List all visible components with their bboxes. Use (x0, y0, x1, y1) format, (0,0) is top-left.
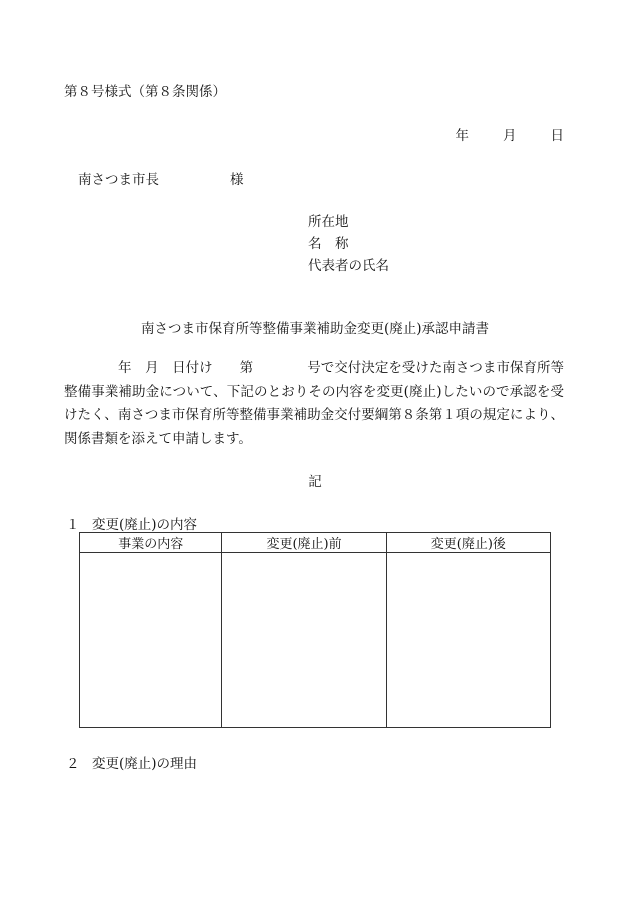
section-2-label: 変更(廃止)の理由 (92, 756, 198, 772)
section-2-number: ２ (66, 756, 80, 772)
document-title: 南さつま市保育所等整備事業補助金変更(廃止)承認申請書 (140, 321, 490, 337)
section-1-number: １ (66, 517, 80, 533)
table-cell-content[interactable] (80, 553, 222, 728)
date-day-label: 日 (550, 128, 564, 144)
change-table (79, 532, 551, 728)
applicant-address-label: 所在地 (308, 214, 349, 230)
addressee-honorific: 様 (230, 172, 244, 188)
table-row (80, 553, 551, 728)
table-cell-before[interactable] (222, 553, 386, 728)
date-year-label: 年 (455, 128, 469, 144)
table-header-content: 事業の内容 (80, 533, 222, 553)
table-header-row (80, 533, 551, 553)
table-header-after: 変更(廃止)後 (386, 533, 550, 553)
applicant-representative-label: 代表者の氏名 (308, 258, 389, 274)
body-paragraph: 年 月 日付け 第 号で交付決定を受けた南さつま市保育所等整備事業補助金について、下記のとおりその内容を変更(廃止)したいので承認を受けたく、南さつま市保育所等整備事業補助金交付要綱第８条第１項の規定により、関係書類を添えて申請します。 (64, 360, 564, 447)
date-line (456, 124, 565, 144)
section-1-heading (66, 513, 197, 533)
addressee-name: 南さつま市長 (78, 172, 159, 188)
section-1-label: 変更(廃止)の内容 (92, 517, 198, 533)
ki-marker: 記 (308, 474, 322, 490)
table-header-before: 変更(廃止)前 (222, 533, 386, 553)
form-number: 第８号様式（第８条関係） (64, 84, 226, 100)
table-cell-after[interactable] (386, 553, 550, 728)
date-month-label: 月 (503, 128, 517, 144)
addressee (78, 168, 244, 188)
applicant-name-label: 名 称 (308, 236, 349, 252)
applicant-block (308, 211, 389, 277)
section-2-heading (66, 752, 197, 772)
